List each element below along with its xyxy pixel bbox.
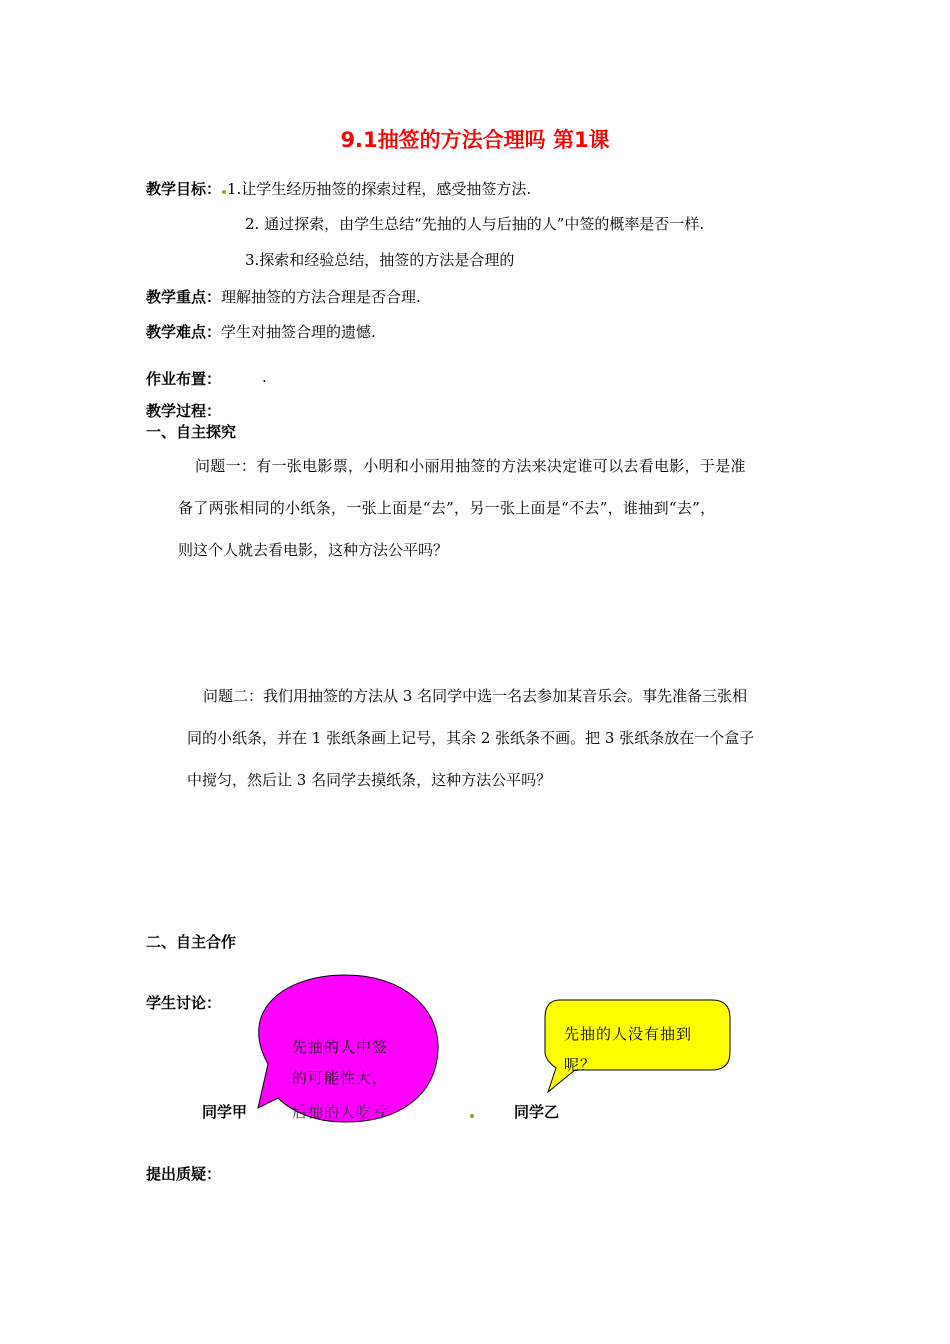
discussion-label: 学生讨论： xyxy=(146,994,222,1012)
question1-line1: 问题一：有一张电影票，小明和小丽用抽签的方法来决定谁可以去看电影，于是准 xyxy=(195,457,746,475)
focus-text: 理解抽签的方法合理是否合理. xyxy=(221,288,421,306)
student-b-label: 同学乙 xyxy=(514,1103,560,1121)
page-title: 9.1抽签的方法合理吗 第1课 xyxy=(340,128,610,152)
objectives-label: 教学目标： xyxy=(146,180,222,198)
speech-bubble-b xyxy=(545,1000,730,1092)
homework-label: 作业布置： xyxy=(146,370,222,388)
bubble-b-line2: 呢？ xyxy=(564,1056,597,1074)
difficulty-text: 学生对抽签合理的遗憾. xyxy=(221,323,376,341)
bubble-b-line1: 先抽的人没有抽到 xyxy=(564,1025,693,1043)
question2-line3: 中搅匀，然后让 3 名同学去摸纸条，这种方法公平吗？ xyxy=(187,771,552,789)
process-label: 教学过程： xyxy=(146,402,222,420)
difficulty-label: 教学难点： xyxy=(146,323,222,341)
objective-3: 3.探索和经验总结，抽签的方法是合理的 xyxy=(245,251,515,269)
question1-line2: 备了两张相同的小纸条，一张上面是“去”，另一张上面是“不去”，谁抽到“去”， xyxy=(178,499,716,517)
dot-mark xyxy=(470,1114,474,1118)
objective-1: 1.让学生经历抽签的探索过程，感受抽签方法. xyxy=(227,180,532,198)
section1-heading: 一、自主探究 xyxy=(146,423,237,441)
bubble-a-line1: 先抽的人中签 xyxy=(292,1038,389,1056)
student-a-label: 同学甲 xyxy=(202,1103,248,1121)
question-label: 提出质疑： xyxy=(146,1165,222,1183)
section2-heading: 二、自主合作 xyxy=(146,933,237,951)
question2-line1: 问题二：我们用抽签的方法从 3 名同学中选一名去参加某音乐会。事先准备三张相 xyxy=(203,687,748,705)
homework-text: . xyxy=(262,368,267,386)
objective-2: 2. 通过探索，由学生总结“先抽的人与后抽的人”中签的概率是否一样. xyxy=(245,215,705,233)
bubble-a-line2: 的可能性大， xyxy=(292,1069,389,1087)
focus-label: 教学重点： xyxy=(146,288,222,306)
question2-line2: 同的小纸条，并在 1 张纸条画上记号，其余 2 张纸条不画。把 3 张纸条放在一个盒子 xyxy=(187,729,755,747)
question1-line3: 则这个人就去看电影，这种方法公平吗？ xyxy=(178,541,449,559)
bubble-a-line3: 后抽的人吃亏 xyxy=(292,1103,389,1121)
